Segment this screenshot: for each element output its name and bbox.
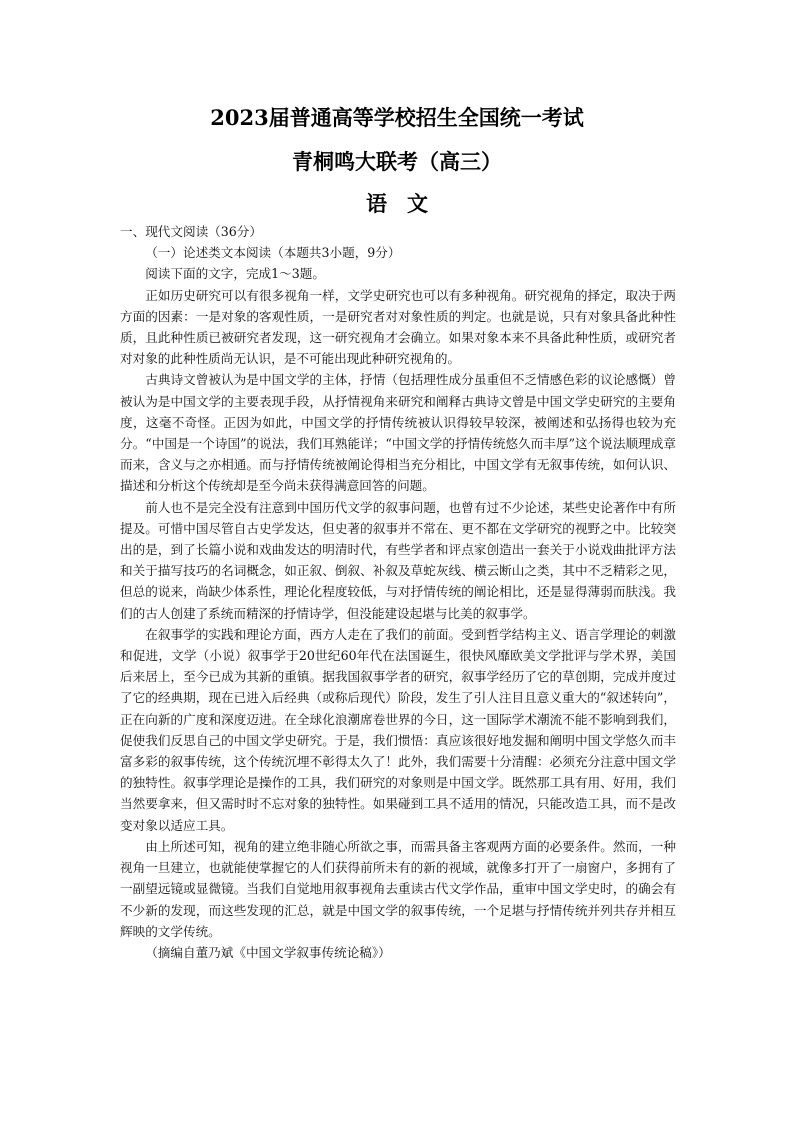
passage-paragraph-1: 正如历史研究可以有很多视角一样，文学史研究也可以有多种视角。研究视角的择定，取决于两方面的因素：一是对象的客观性质，一是研究者对对象性质的判定。也就是说，只有对象具备此种性质，且此种性质已被研究者发现，这一研究视角才会确立。如果对象本来不具备此种性质，或研究者对对象的此种性质尚无认识，是不可能出现此种研究视角的。 xyxy=(120,287,676,367)
passage-paragraph-2: 古典诗文曾被认为是中国文学的主体，抒情（包括理性成分虽重但不乏情感色彩的议论感慨）曾被认为是中国文学的主要表现手段，从抒情视角来研究和阐释古典诗文曾是中国文学史研究的主要角度，这毫不奇怪。正因为如此，中国文学的抒情传统被认识得较早较深，被阐述和弘扬得也较为充分。“中国是一个诗国”的说法，我们耳熟能详；“中国文学的抒情传统悠久而丰厚”这个说法顺理成章而来，含义与之亦相通。而与抒情传统被阐论得相当充分相比，中国文学有无叙事传统，如何认识、描述和分析这个传统却是至今尚未获得满意回答的问题。 xyxy=(120,372,676,494)
section-heading: 一、现代文阅读（36分） xyxy=(120,224,262,239)
reading-instruction: 阅读下面的文字，完成1～3题。 xyxy=(145,266,325,282)
passage-paragraph-4: 在叙事学的实践和理论方面，西方人走在了我们的前面。受到哲学结构主义、语言学理论的刺激和促进，文学（小说）叙事学于20世纪60年代在法国诞生，很快风靡欧美文学批评与学术界，美国后来居上，至今已成为其新的重镇。据我国叙事学者的研究，叙事学经历了它的草创期，完成并度过了它的经典期，现在已进入后经典（或称后现代）阶段，发生了引人注目且意义重大的“叙述转向”，正在向新的广度和深度迈进。在全球化浪潮席卷世界的今日，这一国际学术潮流不能不影响到我们，促使我们反思自己的中国文学史研究。于是，我们惯悟：真应该很好地发掘和阐明中国文学悠久而丰富多彩的叙事传统，这个传统沉埋不彰得太久了！此外，我们需要十分清醒：必须充分注意中国文学的独特性。叙事学理论是操作的工具，我们研究的对象则是中国文学。既然那工具有用、好用，我们当然要拿来，但又需时时不忘对象的独特性。如果碰到工具不适用的情况，只能改造工具，而不是改变对象以适应工具。 xyxy=(120,626,676,833)
exam-title: 2023届普通高等学校招生全国统一考试 xyxy=(210,105,584,130)
sub-section-heading: （一）论述类文本阅读（本题共3小题，9分） xyxy=(145,245,401,261)
passage-paragraph-5: 由上所述可知，视角的建立绝非随心所欲之事，而需具备主客观两方面的必要条件。然而，一种视角一旦建立，也就能使掌握它的人们获得前所未有的新的视域，就像多打开了一扇窗户，多拥有了一副望远镜或显微镜。当我们自觉地用叙事视角去重读古代文学作品，重审中国文学史时，的确会有不少新的发现，而这些发现的汇总，就是中国文学的叙事传统，一个足堪与抒情传统并列共存并相互辉映的文学传统。 xyxy=(120,838,676,939)
passage-source: （摘编自董乃斌《中国文学叙事传统论稿》） xyxy=(145,944,391,960)
subject-title: 语文 xyxy=(366,191,448,216)
passage-paragraph-3: 前人也不是完全没有注意到中国历代文学的叙事问题，也曾有过不少论述，某些史论著作中有所提及。可惜中国尽管自古史学发达，但史著的叙事并不常在、更不都在文学研究的视野之中。比较突出的是，到了长篇小说和戏曲发达的明清时代，有些学者和评点家创造出一套关于小说戏曲批评方法和关于描写技巧的名词概念，如正叙、倒叙、补叙及草蛇灰线、横云断山之类，其中不乏精彩之见，但总的说来，尚缺少体系性，理论化程度较低，与对抒情传统的阐论相比，还是显得薄弱而肤浅。我们的古人创建了系统而精深的抒情诗学，但没能建设起堪与比美的叙事学。 xyxy=(120,499,676,621)
reading-section xyxy=(120,221,676,963)
exam-subtitle: 青桐鸣大联考（高三） xyxy=(292,149,502,174)
